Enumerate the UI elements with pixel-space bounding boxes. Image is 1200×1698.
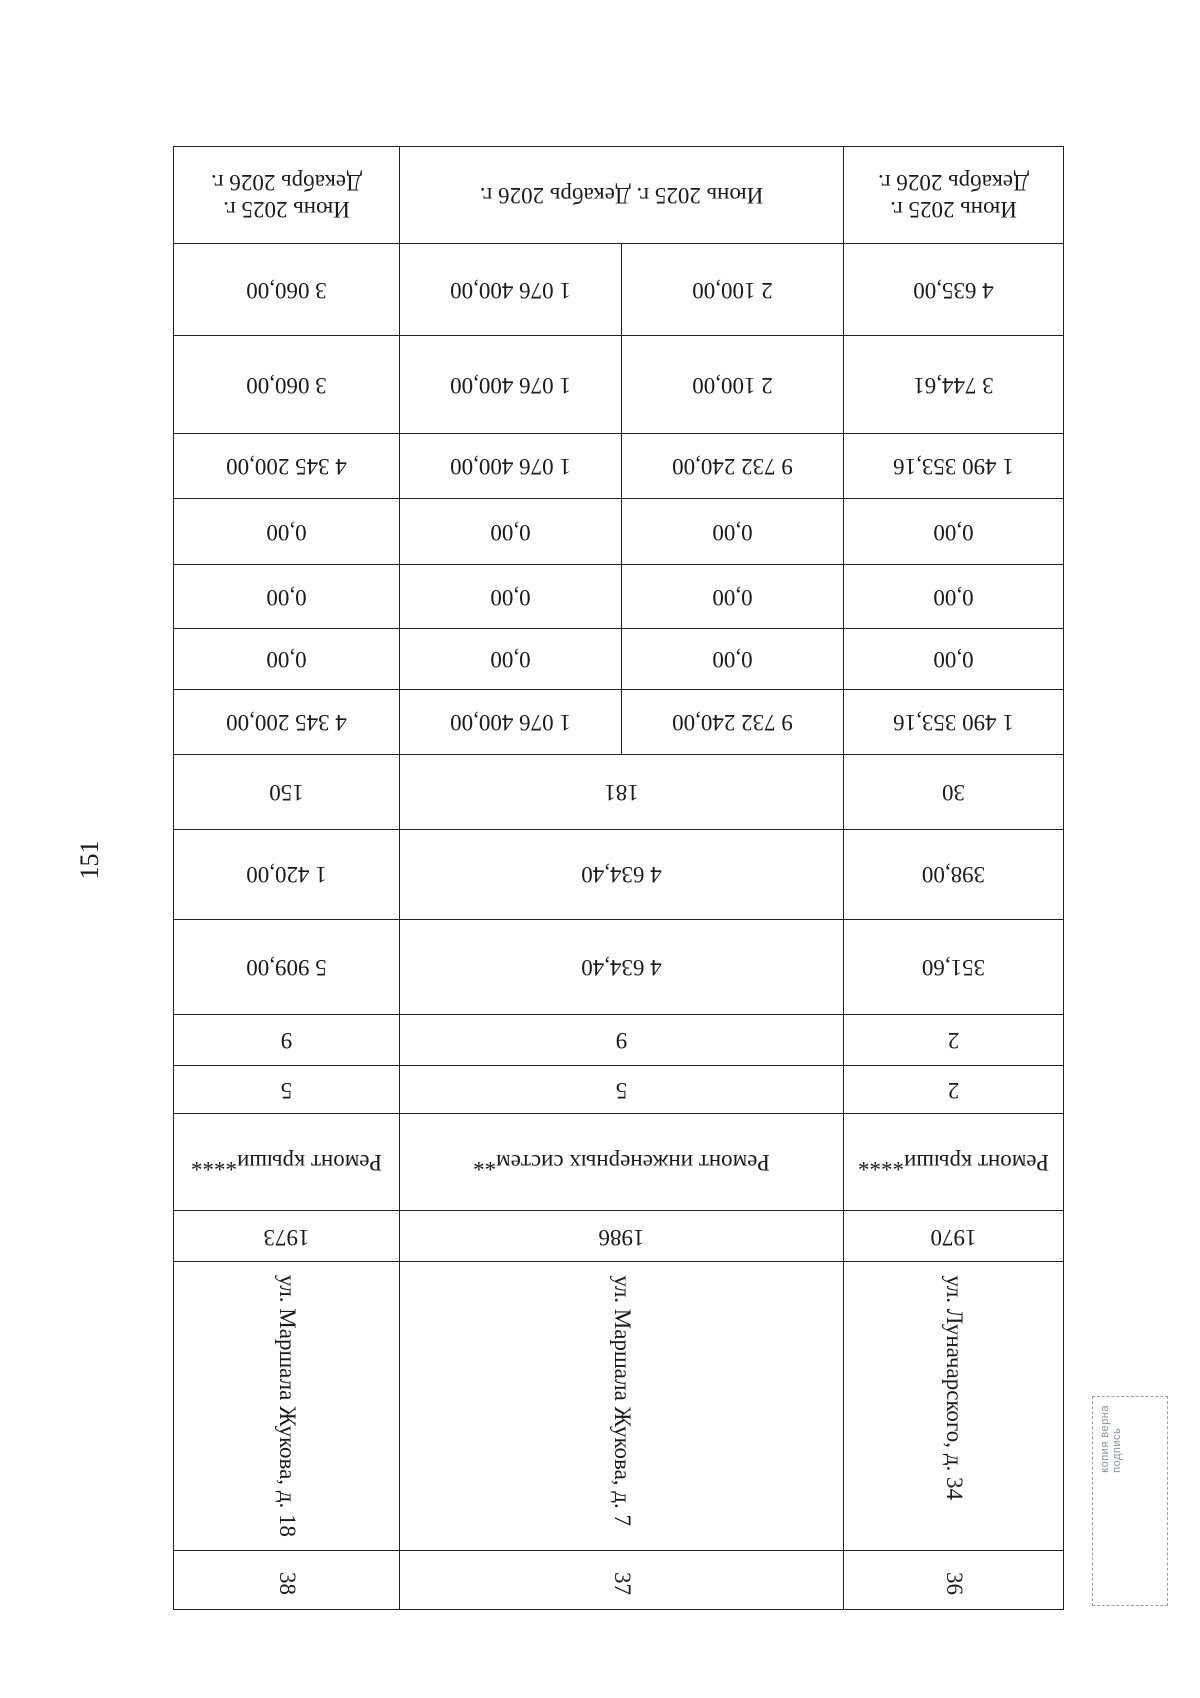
floors-line xyxy=(174,1066,1064,1114)
work-36: Ремонт крыши**** xyxy=(844,1114,1064,1211)
certification-stamp xyxy=(1092,1396,1168,1606)
fund-c-37a: 0,00 xyxy=(622,499,844,564)
row-num-37: 37 xyxy=(400,1550,844,1609)
area2-36: 398,00 xyxy=(844,829,1064,919)
address-38: ул. Маршала Жукова, д. 18 xyxy=(174,1262,400,1550)
c2-37: 9 xyxy=(400,1014,844,1065)
c1-37: 5 xyxy=(400,1066,844,1114)
area2-38: 1 420,00 xyxy=(174,829,400,919)
limit-36: 4 635,00 xyxy=(844,244,1064,336)
cost-38: 4 345 200,00 xyxy=(174,690,400,754)
period-36: Июнь 2025 г. Декабрь 2026 г. xyxy=(844,147,1064,244)
specific-cost-line xyxy=(174,336,1064,433)
limit-37b: 1 076 400,00 xyxy=(400,244,622,336)
repair-area-line xyxy=(174,829,1064,919)
limit-cost-line xyxy=(174,244,1064,336)
address-37: ул. Маршала Жукова, д. 7 xyxy=(400,1262,844,1550)
capital-repair-table xyxy=(173,146,1064,1610)
row-number-line xyxy=(174,1550,1064,1609)
fund-a-38: 0,00 xyxy=(174,629,400,690)
year-36: 1970 xyxy=(844,1211,1064,1262)
fund-b-37a: 0,00 xyxy=(622,564,844,628)
specific-36: 3 744,61 xyxy=(844,336,1064,433)
cost-37a: 9 732 240,00 xyxy=(622,690,844,754)
stamp-line-2: подпись xyxy=(1111,1427,1123,1473)
fund-b-37b: 0,00 xyxy=(400,564,622,628)
work-type-line xyxy=(174,1114,1064,1211)
total-area-line xyxy=(174,919,1064,1014)
address-line xyxy=(174,1262,1064,1550)
year-line xyxy=(174,1211,1064,1262)
cost-36: 1 490 353,16 xyxy=(844,690,1064,754)
stamp-line-1: копия верна xyxy=(1099,1405,1111,1473)
fund-a-37a: 0,00 xyxy=(622,629,844,690)
residents-line xyxy=(174,754,1064,829)
entrances-line xyxy=(174,1014,1064,1065)
residents-37: 181 xyxy=(400,754,844,829)
period-37: Июнь 2025 г. Декабрь 2026 г. xyxy=(400,147,844,244)
year-38: 1973 xyxy=(174,1211,400,1262)
fund-d-37a: 9 732 240,00 xyxy=(622,433,844,498)
fund-b-line xyxy=(174,564,1064,628)
c2-36: 2 xyxy=(844,1014,1064,1065)
area1-38: 5 909,00 xyxy=(174,919,400,1014)
fund-d-37b: 1 076 400,00 xyxy=(400,433,622,498)
fund-d-36: 1 490 353,16 xyxy=(844,433,1064,498)
limit-38: 3 060,00 xyxy=(174,244,400,336)
fund-c-37b: 0,00 xyxy=(400,499,622,564)
row-num-38: 38 xyxy=(174,1550,400,1609)
residents-36: 30 xyxy=(844,754,1064,829)
fund-c-36: 0,00 xyxy=(844,499,1064,564)
specific-38: 3 060,00 xyxy=(174,336,400,433)
fund-a-36: 0,00 xyxy=(844,629,1064,690)
total-cost-line xyxy=(174,690,1064,754)
fund-c-38: 0,00 xyxy=(174,499,400,564)
fund-d-38: 4 345 200,00 xyxy=(174,433,400,498)
work-37: Ремонт инженерных систем** xyxy=(400,1114,844,1211)
limit-37a: 2 100,00 xyxy=(622,244,844,336)
area2-37: 4 634,40 xyxy=(400,829,844,919)
page-number: 151 xyxy=(75,840,104,880)
period-line xyxy=(174,147,1064,244)
area1-36: 351,60 xyxy=(844,919,1064,1014)
area1-37: 4 634,40 xyxy=(400,919,844,1014)
fund-d-line xyxy=(174,433,1064,498)
specific-37b: 1 076 400,00 xyxy=(400,336,622,433)
specific-37a: 2 100,00 xyxy=(622,336,844,433)
c1-38: 5 xyxy=(174,1066,400,1114)
row-num-36: 36 xyxy=(844,1550,1064,1609)
fund-b-36: 0,00 xyxy=(844,564,1064,628)
c2-38: 9 xyxy=(174,1014,400,1065)
fund-a-37b: 0,00 xyxy=(400,629,622,690)
c1-36: 2 xyxy=(844,1066,1064,1114)
residents-38: 150 xyxy=(174,754,400,829)
fund-c-line xyxy=(174,499,1064,564)
period-38: Июнь 2025 г. Декабрь 2026 г. xyxy=(174,147,400,244)
register-table-rotated xyxy=(174,146,1064,1610)
cost-37b: 1 076 400,00 xyxy=(400,690,622,754)
address-36: ул. Луначарского, д. 34 xyxy=(844,1262,1064,1550)
work-38: Ремонт крыши**** xyxy=(174,1114,400,1211)
year-37: 1986 xyxy=(400,1211,844,1262)
fund-a-line xyxy=(174,629,1064,690)
fund-b-38: 0,00 xyxy=(174,564,400,628)
